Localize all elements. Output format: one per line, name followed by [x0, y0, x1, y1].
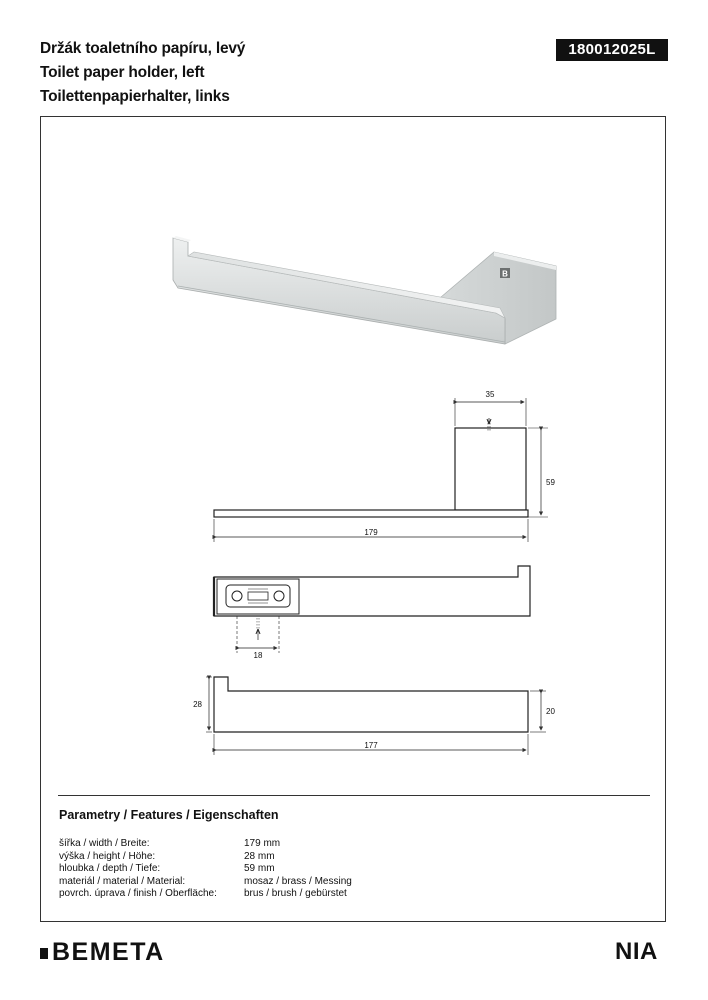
- top-view-drawing: [214, 566, 530, 653]
- product-render: [173, 236, 556, 344]
- param-row-material: [59, 876, 352, 889]
- param-label: výška / height / Höhe:: [59, 850, 156, 862]
- dim-front-length: 177: [364, 741, 378, 750]
- dim-front-height: 28: [193, 700, 202, 709]
- param-label: materiál / material / Material:: [59, 875, 186, 887]
- title-german: Toilettenpapierhalter, links: [40, 88, 230, 105]
- logo-mark-letter: B: [502, 269, 508, 279]
- param-value: 59 mm: [244, 863, 275, 875]
- mounting-plate: [217, 579, 299, 614]
- param-value: 28 mm: [244, 850, 275, 862]
- side-view-drawing: [214, 398, 548, 542]
- param-row-depth: [59, 863, 352, 876]
- product-code-badge: 180012025L: [556, 39, 668, 61]
- title-english: Toilet paper holder, left: [40, 64, 205, 81]
- dim-height: 59: [546, 478, 555, 487]
- param-value: brus / brush / gebürstet: [244, 888, 347, 900]
- brand-name: BEMETA: [52, 938, 165, 966]
- dim-hole-spacing: 18: [253, 651, 263, 660]
- parameters-heading: Parametry / Features / Eigenschaften: [59, 808, 279, 822]
- title-czech: Držák toaletního papíru, levý: [40, 40, 246, 57]
- param-label: hloubka / depth / Tiefe:: [59, 863, 161, 875]
- parameters-table: [59, 838, 352, 901]
- parameters-divider: [58, 795, 650, 796]
- param-label: šířka / width / Breite:: [59, 838, 150, 849]
- param-row-height: [59, 851, 352, 864]
- dim-bar-height: 20: [546, 707, 555, 716]
- dim-length: 179: [364, 528, 378, 537]
- dim-top-width: 35: [485, 390, 495, 399]
- brand-logo: [40, 938, 165, 967]
- arm-profile: [214, 510, 528, 517]
- param-label: povrch. úprava / finish / Oberfläche:: [59, 888, 217, 900]
- param-value: 179 mm: [244, 838, 281, 849]
- brand-square-icon: [40, 948, 48, 959]
- param-value: mosaz / brass / Messing: [244, 875, 352, 887]
- series-name: NIA: [615, 938, 658, 965]
- wall-block: [455, 428, 526, 510]
- bemeta-logo-mark: [500, 268, 510, 279]
- param-row-finish: [59, 888, 352, 901]
- param-row-width: [59, 838, 352, 851]
